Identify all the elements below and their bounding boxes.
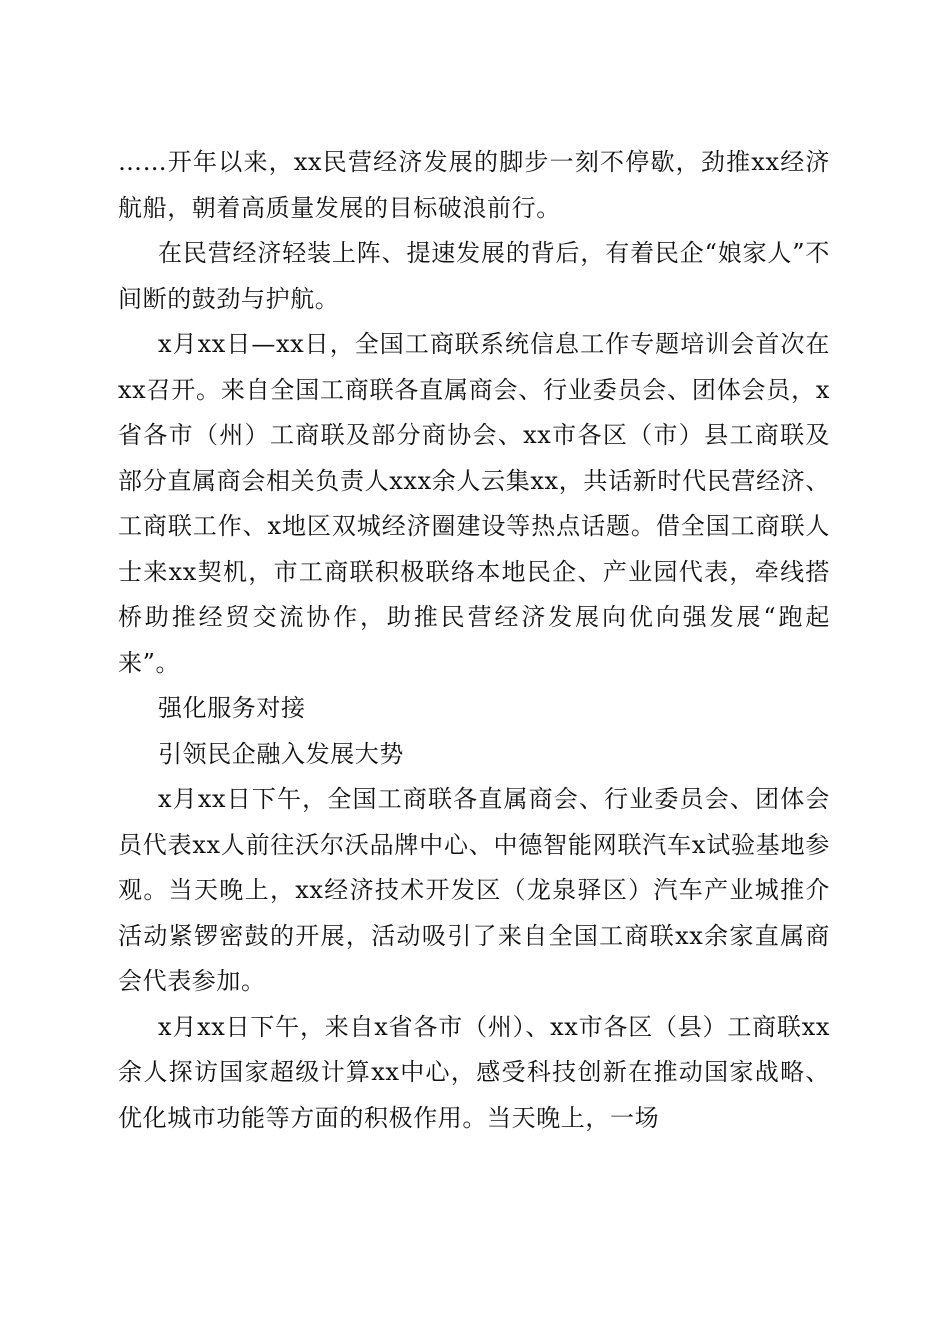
document-body — [118, 140, 830, 1141]
section-subheading-trend: 引领民企融入发展大势 — [158, 739, 404, 768]
paragraph-support: 在民营经济轻装上阵、提速发展的背后，有着民企“娘家人”不间断的鼓劲与护航。 — [118, 239, 830, 313]
paragraph-visit-volvo: x月xx日下午，全国工商联各直属商会、行业委员会、团体会员代表xx人前往沃尔沃品牌中心、中德智能网联汽车x试验基地参观。当天晚上，xx经济技术开发区（龙泉驿区）汽车产业城推介活动紧锣密鼓的开展，活动吸引了来自全国工商联xx余家直属商会代表参加。 — [118, 785, 830, 995]
paragraph-intro: ……开年以来，xx民营经济发展的脚步一刻不停歇，劲推xx经济航船，朝着高质量发展的目标破浪前行。 — [118, 148, 830, 222]
paragraph-training-meeting: x月xx日—xx日，全国工商联系统信息工作专题培训会首次在xx召开。来自全国工商联各直属商会、行业委员会、团体会员，x省各市（州）工商联及部分商协会、xx市各区（市）县工商联及部分直属商会相关负责人xxx余人云集xx，共话新时代民营经济、工商联工作、x地区双城经济圈建设等热点话题。借全国工商联人士来xx契机，市工商联积极联络本地民企、产业园代表，牵线搭桥助推经贸交流协作，助推民营经济发展向优向强发展“跑起来”。 — [118, 330, 830, 677]
section-heading-service: 强化服务对接 — [158, 694, 306, 722]
paragraph-visit-supercomputing: x月xx日下午，来自x省各市（州）、xx市各区（县）工商联xx余人探访国家超级计算xx中心，感受科技创新在推动国家战略、优化城市功能等方面的积极作用。当天晚上，一场 — [118, 1012, 830, 1132]
